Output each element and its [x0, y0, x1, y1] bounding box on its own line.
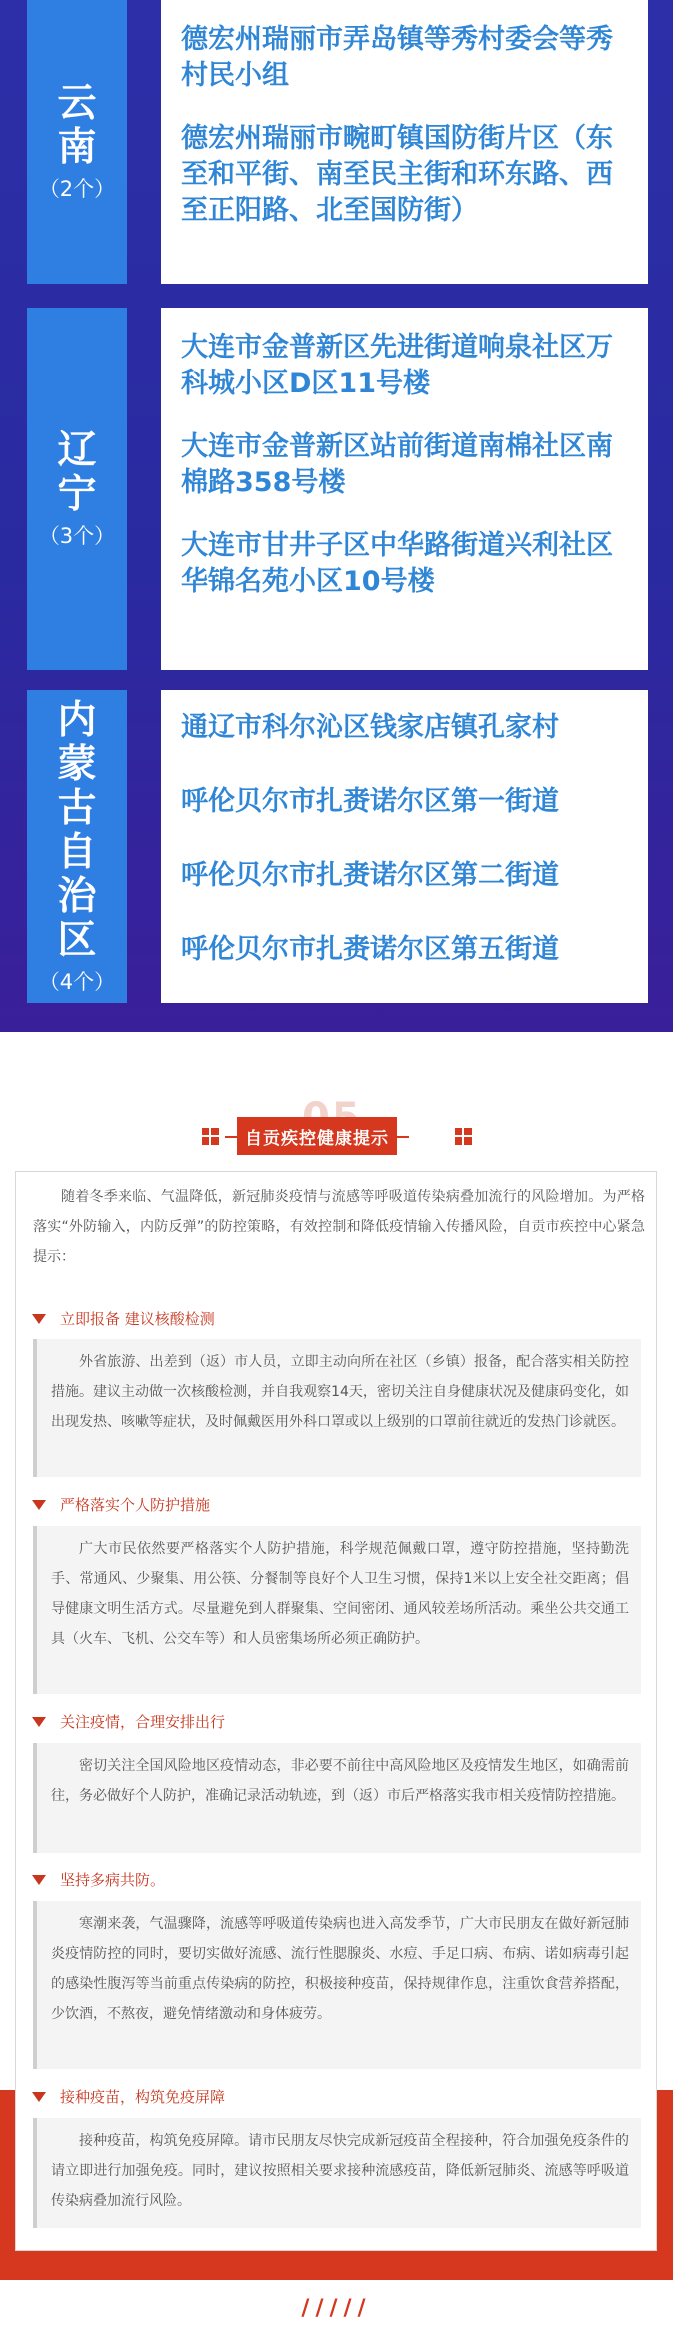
region-name: 辽宁 [57, 428, 97, 517]
region-name: 内蒙古自治区 [57, 697, 97, 963]
heading-square-right-icon [455, 1128, 472, 1145]
triangle-icon [32, 1314, 46, 1324]
heading-square-left-icon [202, 1128, 219, 1145]
tip-body: 广大市民依然要严格落实个人防护措施，科学规范佩戴口罩，遵守防控措施，坚持勤洗手、常通风、少聚集、用公筷、分餐制等良好个人卫生习惯，保持1米以上安全社交距离；倡导健康文明生活方式。尽量避免到人群聚集、空间密闭、通风较差场所活动。乘坐公共交通工具（火车、飞机、公交车等）和人员密集场所必须正确防护。 [33, 1526, 641, 1694]
triangle-icon [32, 1500, 46, 1510]
tip-title-text: 严格落实个人防护措施 [60, 1496, 211, 1514]
footer-decoration: ///// [301, 2296, 372, 2321]
address-item: 大连市金普新区先进街道响泉社区万科城小区D区11号楼 [181, 332, 613, 399]
region-label [27, 308, 127, 670]
tip-title-text: 关注疫情，合理安排出行 [60, 1713, 226, 1731]
triangle-icon [32, 2092, 46, 2102]
address-item: 大连市甘井子区中华路街道兴利社区华锦名苑小区10号楼 [181, 530, 613, 597]
tip-title [32, 1711, 225, 1732]
section-heading [0, 1095, 673, 1153]
address-item: 呼伦贝尔市扎赉诺尔区第二街道 [181, 860, 559, 891]
health-tips-box [15, 1171, 657, 2251]
tip-title-text: 接种疫苗，构筑免疫屏障 [60, 2088, 226, 2106]
address-item: 德宏州瑞丽市畹町镇国防街片区（东至和平街、南至民主街和环东路、西至正阳路、北至国防街） [181, 123, 613, 226]
region-card [161, 690, 648, 1003]
region-name: 云南 [57, 81, 97, 170]
tip-body: 外省旅游、出差到（返）市人员，立即主动向所在社区（乡镇）报备，配合落实相关防控措施。建议主动做一次核酸检测，并自我观察14天，密切关注自身健康状况及健康码变化，如出现发热、咳嗽等症状，及时佩戴医用外科口罩或以上级别的口罩前往就近的发热门诊就医。 [33, 1339, 641, 1477]
address-item: 通辽市科尔沁区钱家店镇孔家村 [181, 712, 559, 743]
region-card [161, 308, 648, 670]
address-item: 德宏州瑞丽市弄岛镇等秀村委会等秀村民小组 [181, 24, 613, 91]
address-item: 大连市金普新区站前街道南棉社区南棉路358号楼 [181, 431, 613, 498]
heading-line-left [225, 1136, 237, 1138]
address-item: 呼伦贝尔市扎赉诺尔区第一街道 [181, 786, 559, 817]
region-count: （3个） [38, 524, 116, 548]
tip-title [32, 1494, 210, 1515]
region-count: （4个） [38, 969, 116, 994]
triangle-icon [32, 1875, 46, 1885]
region-label [27, 690, 127, 1003]
tip-title-text: 坚持多病共防。 [60, 1871, 166, 1889]
tip-title [32, 1308, 215, 1329]
heading-line-right [397, 1136, 409, 1138]
tip-body: 密切关注全国风险地区疫情动态，非必要不前往中高风险地区及疫情发生地区，如确需前往，务必做好个人防护，准确记录活动轨迹，到（返）市后严格落实我市相关疫情防控措施。 [33, 1743, 641, 1853]
heading-title: 自贡疾控健康提示 [237, 1117, 397, 1155]
tip-title [32, 2086, 225, 2107]
tip-title-text: 立即报备 建议核酸检测 [60, 1310, 215, 1328]
intro-paragraph: 随着冬季来临、气温降低，新冠肺炎疫情与流感等呼吸道传染病叠加流行的风险增加。为严格落实“外防输入，内防反弹”的防控策略，有效控制和降低疫情输入传播风险，自贡市疾控中心紧急提示： [33, 1189, 645, 1265]
risk-area-section [0, 0, 673, 1032]
region-card [161, 0, 648, 284]
region-count: （2个） [38, 177, 116, 201]
region-label [27, 0, 127, 284]
address-item: 呼伦贝尔市扎赉诺尔区第五街道 [181, 934, 559, 965]
tip-body: 接种疫苗，构筑免疫屏障。请市民朋友尽快完成新冠疫苗全程接种，符合加强免疫条件的请立即进行加强免疫。同时，建议按照相关要求接种流感疫苗，降低新冠肺炎、流感等呼吸道传染病叠加流行风险。 [33, 2118, 641, 2228]
triangle-icon [32, 1717, 46, 1727]
tip-body: 寒潮来袭，气温骤降，流感等呼吸道传染病也进入高发季节，广大市民朋友在做好新冠肺炎疫情防控的同时，要切实做好流感、流行性腮腺炎、水痘、手足口病、布病、诺如病毒引起的感染性腹泻等当前重点传染病的防控，积极接种疫苗，保持规律作息，注重饮食营养搭配，少饮酒，不熬夜，避免情绪激动和身体疲劳。 [33, 1901, 641, 2069]
tip-title [32, 1869, 165, 1890]
